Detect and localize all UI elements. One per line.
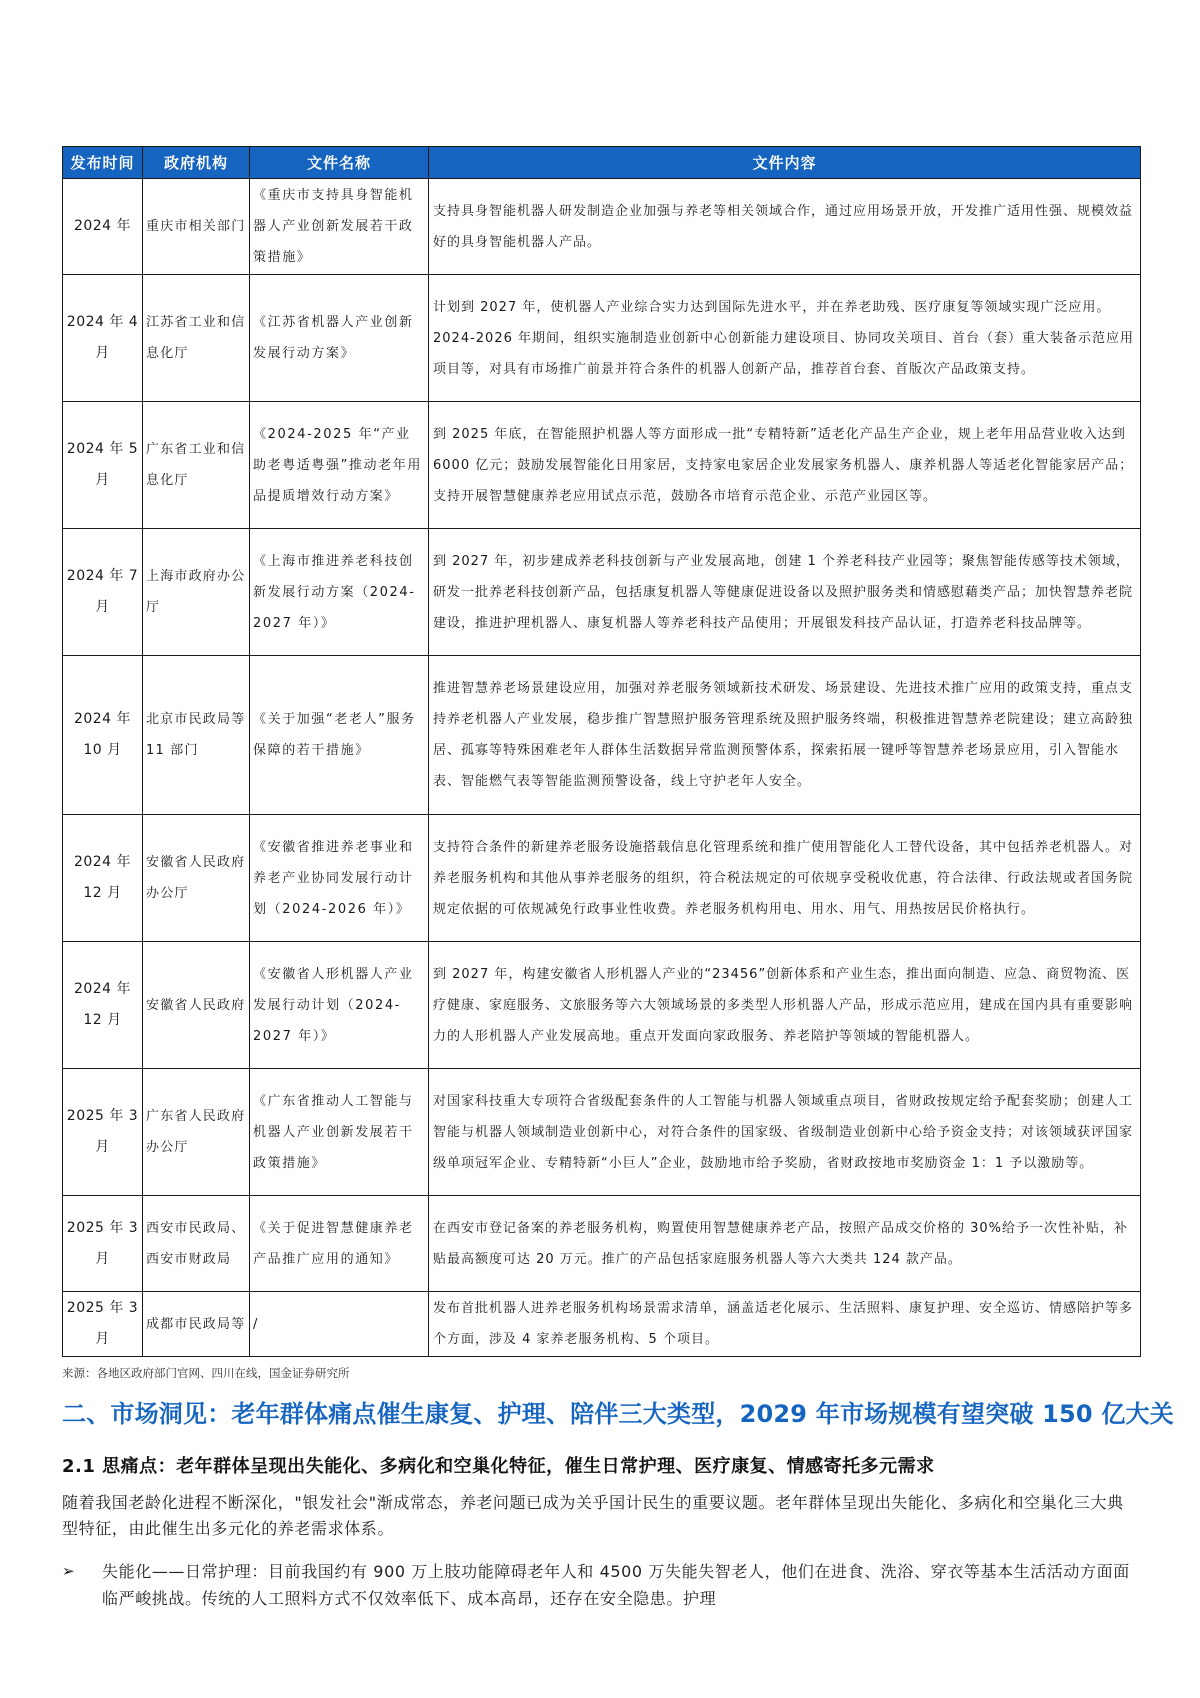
cell-agency: 安徽省人民政府办公厅 xyxy=(143,815,250,942)
cell-agency: 重庆市相关部门 xyxy=(143,179,250,275)
body-paragraph: 随着我国老龄化进程不断深化，"银发社会"渐成常态，养老问题已成为关乎国计民生的重要议题。老年群体呈现出失能化、多病化和空巢化三大典型特征，由此催生出多元化的养老需求体系。 xyxy=(62,1493,1124,1538)
cell-agency: 江苏省工业和信息化厅 xyxy=(143,275,250,402)
table-row xyxy=(63,402,1141,529)
cell-document-name: 《重庆市支持具身智能机器人产业创新发展若干政策措施》 xyxy=(250,179,429,275)
cell-content: 支持符合条件的新建养老服务设施搭载信息化管理系统和推广使用智能化人工替代设备，其中包括养老机器人。对养老服务机构和其他从事养老服务的组织，符合税法规定的可依规享受税收优惠，符合法律、行政法规或者国务院规定依据的可依规减免行政事业性收费。养老服务机构用电、用水、用气、用热按居民价格执行。 xyxy=(429,815,1141,942)
header-content: 文件内容 xyxy=(429,147,1141,179)
table-row xyxy=(63,1069,1141,1196)
cell-time: 2024 年 5 月 xyxy=(63,402,143,529)
cell-agency: 成都市民政局等 xyxy=(143,1292,250,1357)
cell-content: 到 2027 年，构建安徽省人形机器人产业的“23456”创新体系和产业生态，推出面向制造、应急、商贸物流、医疗健康、家庭服务、文旅服务等六大领域场景的多类型人形机器人产品，形成示范应用，建成在国内具有重要影响力的人形机器人产业发展高地。重点开发面向家政服务、养老陪护等领域的智能机器人。 xyxy=(429,942,1141,1069)
section-title: 二、市场洞见：老年群体痛点催生康复、护理、陪伴三大类型，2029 年市场规模有望突破 150 亿大关 xyxy=(62,1400,1174,1428)
arrow-bullet-icon: ➢ xyxy=(62,1562,75,1580)
table-row xyxy=(63,529,1141,656)
cell-document-name: 《广东省推动人工智能与机器人产业创新发展若干政策措施》 xyxy=(250,1069,429,1196)
cell-time: 2025 年 3 月 xyxy=(63,1292,143,1357)
cell-agency: 广东省人民政府办公厅 xyxy=(143,1069,250,1196)
bullet-text: 失能化——日常护理：目前我国约有 900 万上肢功能障碍老年人和 4500 万失能失智老人，他们在进食、洗浴、穿衣等基本生活活动方面面临严峻挑战。传统的人工照料方式不仅效率低下、成本高昂，还存在安全隐患。护理 xyxy=(102,1562,1130,1608)
header-agency: 政府机构 xyxy=(143,147,250,179)
cell-time: 2024 年 xyxy=(63,179,143,275)
bullet-item xyxy=(62,1558,1140,1612)
table-row xyxy=(63,1292,1141,1357)
cell-time: 2025 年 3 月 xyxy=(63,1069,143,1196)
table-row xyxy=(63,275,1141,402)
policy-table xyxy=(62,146,1141,1357)
cell-agency: 西安市民政局、西安市财政局 xyxy=(143,1196,250,1292)
cell-time: 2024 年 4 月 xyxy=(63,275,143,402)
table-row xyxy=(63,179,1141,275)
table-row xyxy=(63,656,1141,815)
cell-time: 2024 年 12 月 xyxy=(63,815,143,942)
cell-time: 2024 年 12 月 xyxy=(63,942,143,1069)
cell-document-name: 《安徽省推进养老事业和养老产业协同发展行动计划（2024-2026 年）》 xyxy=(250,815,429,942)
cell-content: 在西安市登记备案的养老服务机构，购置使用智慧健康养老产品，按照产品成交价格的 30%给予一次性补贴，补贴最高额度可达 20 万元。推广的产品包括家庭服务机器人等六大类共 124 款产品。 xyxy=(429,1196,1141,1292)
header-time: 发布时间 xyxy=(63,147,143,179)
table-header-row xyxy=(63,147,1141,179)
cell-content: 计划到 2027 年，使机器人产业综合实力达到国际先进水平，并在养老助残、医疗康复等领域实现广泛应用。2024-2026 年期间，组织实施制造业创新中心创新能力建设项目、协同攻关项目、首台（套）重大装备示范应用项目等，对具有市场推广前景并符合条件的机器人创新产品，推荐首台套、首版次产品政策支持。 xyxy=(429,275,1141,402)
cell-document-name: 《关于加强“老老人”服务保障的若干措施》 xyxy=(250,656,429,815)
table-row xyxy=(63,942,1141,1069)
subsection-title: 2.1 思痛点：老年群体呈现出失能化、多病化和空巢化特征，催生日常护理、医疗康复、情感寄托多元需求 xyxy=(62,1456,935,1477)
cell-time: 2024 年 7 月 xyxy=(63,529,143,656)
table-row xyxy=(63,815,1141,942)
cell-content: 发布首批机器人进养老服务机构场景需求清单，涵盖适老化展示、生活照料、康复护理、安全巡访、情感陪护等多个方面，涉及 4 家养老服务机构、5 个项目。 xyxy=(429,1292,1141,1357)
cell-document-name: 《江苏省机器人产业创新发展行动方案》 xyxy=(250,275,429,402)
cell-agency: 广东省工业和信息化厅 xyxy=(143,402,250,529)
cell-content: 推进智慧养老场景建设应用，加强对养老服务领域新技术研发、场景建设、先进技术推广应用的政策支持，重点支持养老机器人产业发展，稳步推广智慧照护服务管理系统及照护服务终端，积极推进智慧养老院建设；建立高龄独居、孤寡等特殊困难老年人群体生活数据异常监测预警体系，探索拓展一键呼等智慧养老场景应用，引入智能水表、智能燃气表等智能监测预警设备，线上守护老年人安全。 xyxy=(429,656,1141,815)
cell-content: 到 2027 年，初步建成养老科技创新与产业发展高地，创建 1 个养老科技产业园等；聚焦智能传感等技术领域，研发一批养老科技创新产品，包括康复机器人等健康促进设备以及照护服务类和情感慰藉类产品；加快智慧养老院建设，推进护理机器人、康复机器人等养老科技产品使用；开展银发科技产品认证，打造养老科技品牌等。 xyxy=(429,529,1141,656)
cell-document-name: 《安徽省人形机器人产业发展行动计划（2024-2027 年）》 xyxy=(250,942,429,1069)
cell-agency: 上海市政府办公厅 xyxy=(143,529,250,656)
cell-content: 对国家科技重大专项符合省级配套条件的人工智能与机器人领域重点项目，省财政按规定给予配套奖励；创建人工智能与机器人领域制造业创新中心，对符合条件的国家级、省级制造业创新中心给予资金支持；对该领域获评国家级单项冠军企业、专精特新“小巨人”企业，鼓励地市给予奖励，省财政按地市奖励资金 1：1 予以激励等。 xyxy=(429,1069,1141,1196)
table-source-note: 来源：各地区政府部门官网、四川在线，国金证券研究所 xyxy=(62,1366,350,1380)
cell-document-name: 《上海市推进养老科技创新发展行动方案（2024-2027 年）》 xyxy=(250,529,429,656)
cell-time: 2025 年 3 月 xyxy=(63,1196,143,1292)
cell-agency: 北京市民政局等 11 部门 xyxy=(143,656,250,815)
cell-content: 支持具身智能机器人研发制造企业加强与养老等相关领域合作，通过应用场景开放，开发推广适用性强、规模效益好的具身智能机器人产品。 xyxy=(429,179,1141,275)
cell-document-name: 《2024-2025 年“产业助老粤适粤强”推动老年用品提质增效行动方案》 xyxy=(250,402,429,529)
cell-document-name: / xyxy=(250,1292,429,1357)
table-row xyxy=(63,1196,1141,1292)
cell-document-name: 《关于促进智慧健康养老产品推广应用的通知》 xyxy=(250,1196,429,1292)
cell-content: 到 2025 年底，在智能照护机器人等方面形成一批“专精特新”适老化产品生产企业，规上老年用品营业收入达到 6000 亿元；鼓励发展智能化日用家居，支持家电家居企业发展家务机器人、康养机器人等适老化智能家居产品；支持开展智慧健康养老应用试点示范，鼓励各市培育示范企业、示范产业园区等。 xyxy=(429,402,1141,529)
cell-agency: 安徽省人民政府 xyxy=(143,942,250,1069)
cell-time: 2024 年 10 月 xyxy=(63,656,143,815)
header-document-name: 文件名称 xyxy=(250,147,429,179)
